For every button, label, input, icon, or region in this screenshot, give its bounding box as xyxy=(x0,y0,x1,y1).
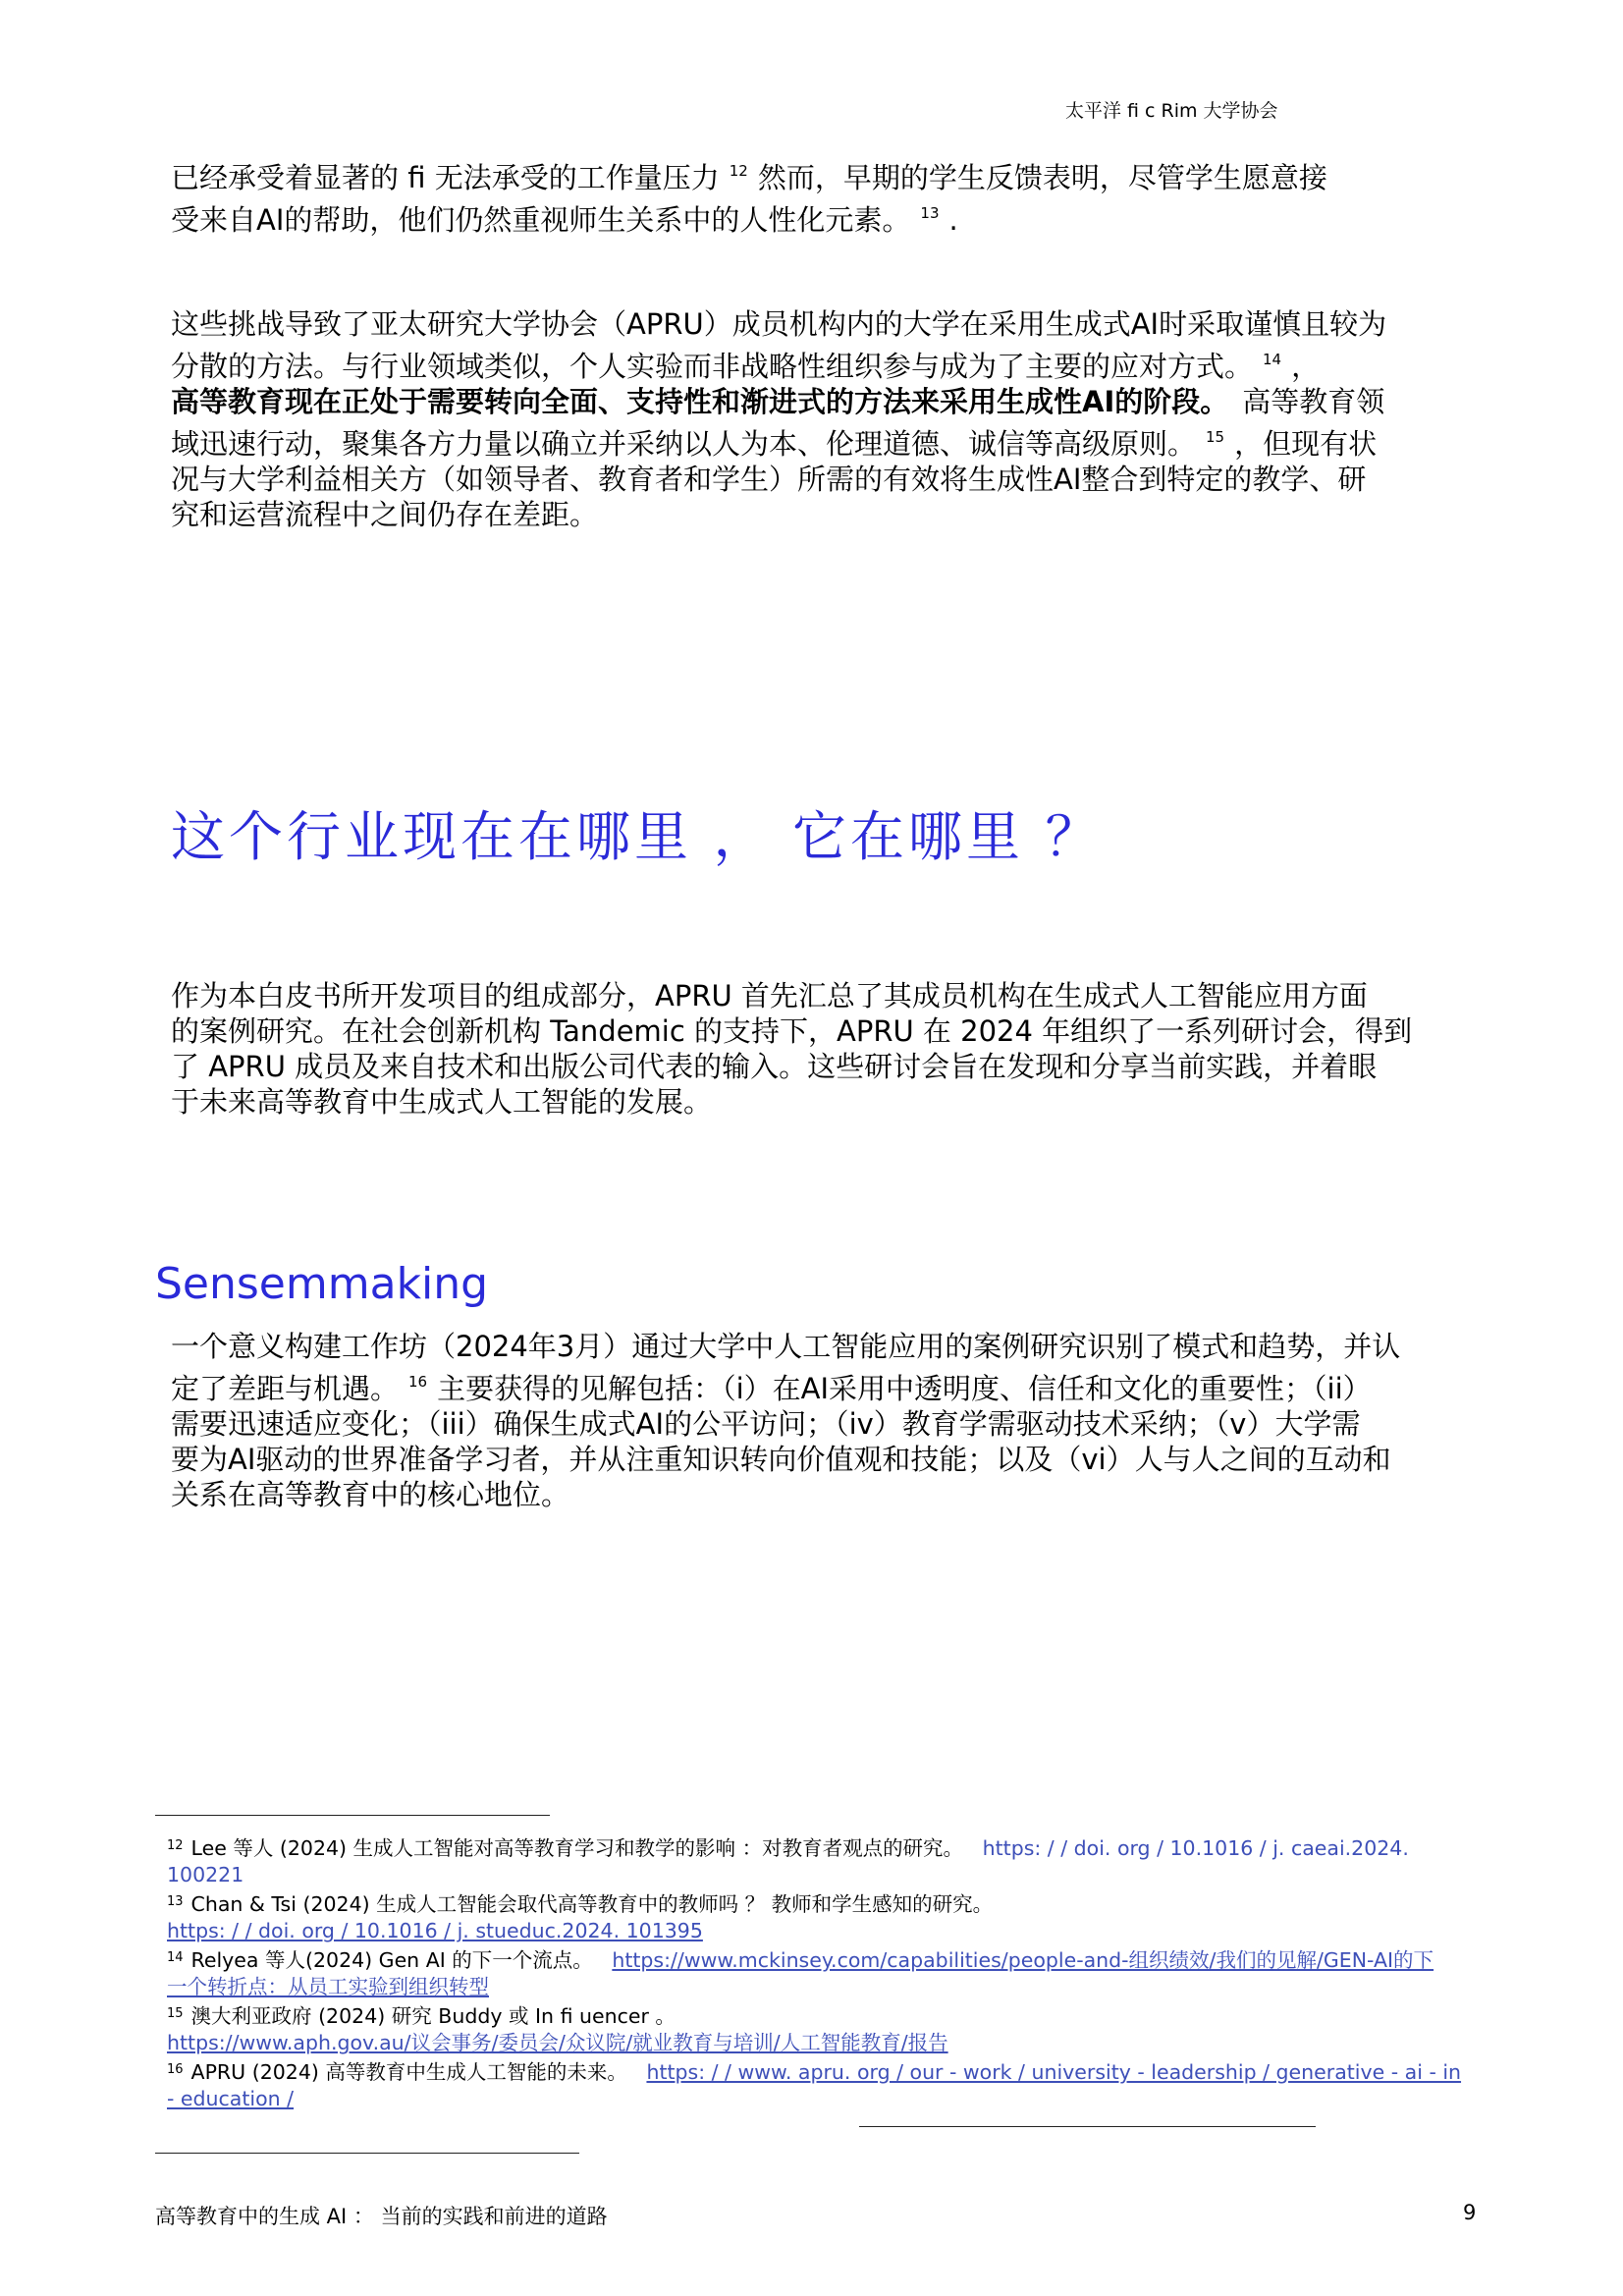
footer-rule-right xyxy=(859,2126,1316,2127)
footnote-14-link[interactable]: https://www.mckinsey.com/capabilities/people-and-组织绩效/我们的见解/GEN-AI的下 xyxy=(612,1948,1434,1972)
section-heading: 这个行业现在在哪里 ， 它在哪里 ？ xyxy=(171,805,1104,868)
footnote-separator xyxy=(155,1815,550,1816)
footnotes xyxy=(167,1832,1483,2112)
footnote-15-link[interactable]: https://www.aph.gov.au/议会事务/委员会/众议院/就业教育与培训/人工智能教育/报告 xyxy=(167,2031,948,2054)
footnote-13: $^{13}$ Chan & Tsi (2024) 生成人工智能会取代高等教育中的教师吗 ？ 教师和学生感知的研究。 xyxy=(167,1892,994,1916)
footnote-ref-15[interactable]: 15 xyxy=(1206,428,1225,446)
footnote-14-link-cont[interactable]: 一个转折点：从员工实验到组织转型 xyxy=(167,1975,489,1998)
bold-statement: 高等教育现在正处于需要转向全面、支持性和渐进式的方法来采用生成性AI的阶段。 xyxy=(171,385,1229,418)
footnote-ref-13[interactable]: 13 xyxy=(920,204,940,222)
paragraph-challenges: 这些挑战导致了亚太研究大学协会（APRU）成员机构内的大学在采用生成式AI时采取谨慎且较为 分散的方法。与行业领域类似，个人实验而非战略性组织参与成为了主要的应对方式。 $^{14}$ ， 高等教育现在正处于需要转向全面、支持性和渐进式的方法来采用生成性AI的阶段。 高等教育领 域迅速行动，聚集各方力量以确立并采纳以人为本、伦理道德、诚信等高级原则。 $^{15}$ ，但现有状 况与大学利益相关方（如领导者、教育者和学生）所需的有效将生成性AI整合到特定的教学、研 究和运营流程中之间仍存在差距。 xyxy=(171,307,1387,531)
footnote-12: $^{12}$ Lee 等人 (2024) 生成人工智能对高等教育学习和教学的影响 ：对教育者观点的研究。 https: / / doi. org / 10.1016 / j. caeai.2024. xyxy=(167,1836,1409,1860)
header-org: 太平洋 fi c Rim 大学协会 xyxy=(1065,100,1278,122)
paragraph-sensemaking: 一个意义构建工作坊（2024年3月）通过大学中人工智能应用的案例研究识别了模式和趋势，并认 定了差距与机遇。 $^{16}$ 主要获得的见解包括：（i）在AI采用中透明度、信任和文化的重要性；（ii） 需要迅速适应变化；（iii）确保生成式AI的公平访问；（iv）教育学需驱动技术采纳；（v）大学需 要为AI驱动的世界准备学习者，并从注重知识转向价值观和技能；以及（vi）人与人之间的互动和 关系在高等教育中的核心地位。 xyxy=(171,1330,1401,1511)
footer-title: 高等教育中的生成 AI ： 当前的实践和前进的道路 xyxy=(155,2205,608,2228)
footnote-14: $^{14}$ Relyea 等人(2024) Gen AI 的下一个流点。 https://www.mckinsey.com/capabilities/people-and-组织绩效/我们的见解/GEN-AI的下 xyxy=(167,1948,1434,1972)
footnote-ref-12[interactable]: 12 xyxy=(729,162,748,180)
footnote-16: $^{16}$ APRU (2024) 高等教育中生成人工智能的未来。 https: / / www. apru. org / our - work / university - leadership / generative - ai - in xyxy=(167,2060,1462,2084)
footnote-16-link[interactable]: https: / / www. apru. org / our - work / university - leadership / generative - ai - in xyxy=(646,2060,1462,2084)
paragraph-apru-workshops: 作为本白皮书所开发项目的组成部分，APRU 首先汇总了其成员机构在生成式人工智能应用方面 的案例研究。在社会创新机构 Tandemic 的支持下，APRU 在 2024 年组织了一系列研讨会，得到 了 APRU 成员及来自技术和出版公司代表的输入。这些研讨会旨在发现和分享当前实践，并着眼 于未来高等教育中生成式人工智能的发展。 xyxy=(171,979,1413,1119)
footnote-16-link-cont[interactable]: - education / xyxy=(167,2087,295,2110)
footnote-13-link[interactable]: https: / / doi. org / 10.1016 / j. stueduc.2024. 101395 xyxy=(167,1919,703,1942)
footnote-ref-16[interactable]: 16 xyxy=(408,1373,428,1391)
footnote-12-link-cont[interactable]: 100221 xyxy=(167,1863,244,1886)
footnote-15: $^{15}$ 澳大利亚政府 (2024) 研究 Buddy 或 In fi uencer 。 xyxy=(167,2004,676,2028)
subsection-heading: Sensemmaking xyxy=(155,1259,489,1309)
footnote-ref-14[interactable]: 14 xyxy=(1263,351,1282,368)
footer-rule-left xyxy=(155,2153,579,2154)
page-number: 9 xyxy=(1463,2201,1477,2224)
footnote-12-link[interactable]: https: / / doi. org / 10.1016 / j. caeai.2024. xyxy=(982,1836,1409,1860)
paragraph-workload: 已经承受着显著的 fi 无法承受的工作量压力 $^{12}$ 然而，早期的学生反馈表明，尽管学生愿意接 受来自AI的帮助，他们仍然重视师生关系中的人性化元素。 $^{13}$ . xyxy=(171,161,1327,237)
